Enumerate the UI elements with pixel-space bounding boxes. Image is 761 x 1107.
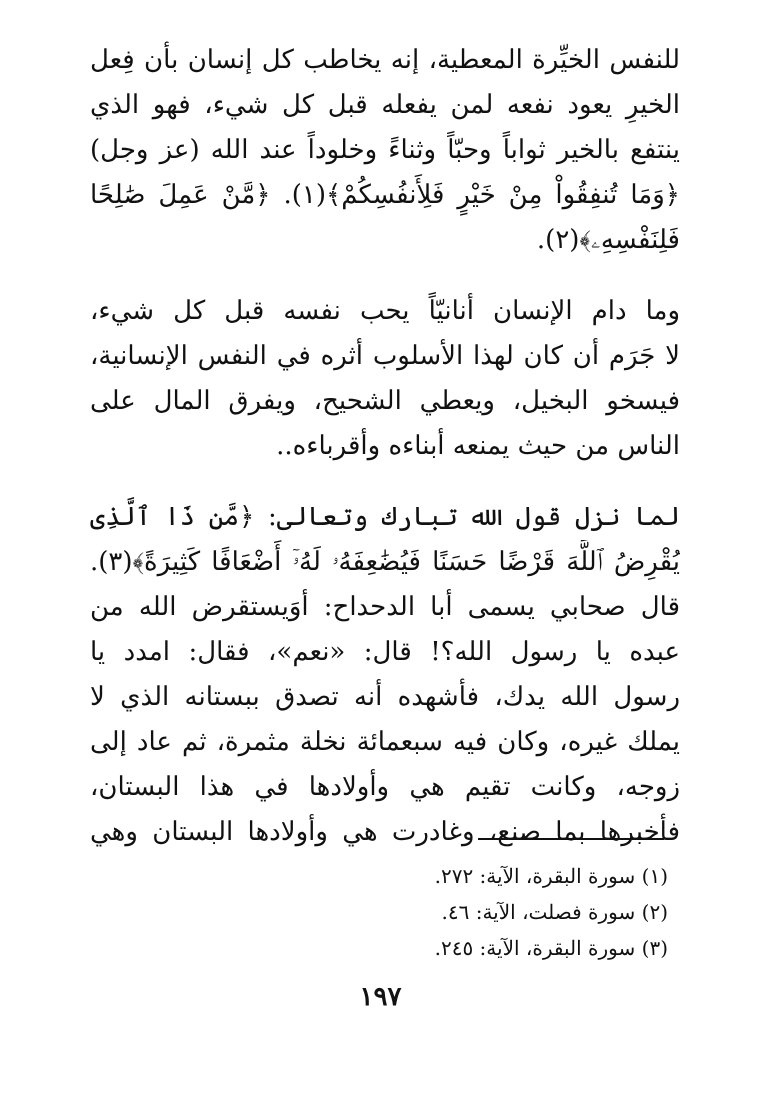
- text-line: عبده يا رسول الله؟! قال: «نعم»، فقال: امدد يا: [90, 637, 680, 667]
- footnote-1: (١) سورة البقرة، الآية: ٢٧٢.: [434, 864, 668, 888]
- footnote-divider: [478, 838, 664, 840]
- text-line: فَلِنَفْسِهِۦ﴾(٢).: [536, 225, 680, 255]
- text-line: ﴿وَمَا تُنفِقُواْ مِنْ خَيْرٍ فَلِأَنفُسِكُمْ﴾(١). ﴿مَّنْ عَمِلَ صَٰلِحًا: [90, 180, 680, 210]
- text-line: فأخبرها بما صنع، وغادرت هي وأولادها البستان وهي: [90, 817, 680, 847]
- paragraph-2: [90, 289, 680, 469]
- text-line: فيسخو البخيل، ويعطي الشحيح، ويفرق المال على: [90, 386, 680, 416]
- text-line: يُقْرِضُ ٱللَّهَ قَرْضًا حَسَنًا فَيُضَٰعِفَهُۥ لَهُۥٓ أَضْعَافًا كَثِيرَةً﴾(٣).: [90, 547, 680, 577]
- page-body: [90, 38, 680, 881]
- paragraph-1: [90, 38, 680, 263]
- text-line: لا جَرَم أن كان لهذا الأسلوب أثره في النفس الإنسانية،: [90, 341, 680, 371]
- text-line: قال صحابي يسمى أبا الدحداح: أوَيستقرض الله من: [90, 592, 680, 622]
- text-line: ينتفع بالخير ثواباً وحبّاً وثناءً وخلوداً عند الله (عز وجل): [90, 135, 680, 165]
- text-line: يملك غيره، وكان فيه سبعمائة نخلة مثمرة، ثم عاد إلى: [90, 727, 680, 757]
- text-line: لما نزل قول الله تبارك وتعالى: ﴿مَّن ذَا ٱلَّذِى: [90, 502, 680, 532]
- text-line: الخيرِ يعود نفعه لمن يفعله قبل كل شيء، فهو الذي: [90, 90, 680, 120]
- text-line: الناس من حيث يمنعه أبناءه وأقرباءه..: [276, 431, 680, 461]
- text-line: رسول الله يدك، فأشهده أنه تصدق ببستانه الذي لا: [90, 682, 680, 712]
- text-line: زوجه، وكانت تقيم هي وأولادها في هذا البستان،: [90, 772, 680, 802]
- paragraph-3: [90, 495, 680, 855]
- footnote-2: (٢) سورة فصلت، الآية: ٤٦.: [441, 900, 668, 924]
- footnotes: [368, 858, 668, 966]
- text-line: للنفس الخيِّرة المعطية، إنه يخاطب كل إنسان بأن فِعل: [90, 45, 680, 75]
- text-line: وما دام الإنسان أنانيّاً يحب نفسه قبل كل شيء،: [90, 296, 680, 326]
- page-number: ١٩٧: [359, 982, 402, 1012]
- footnote-3: (٣) سورة البقرة، الآية: ٢٤٥.: [434, 936, 668, 960]
